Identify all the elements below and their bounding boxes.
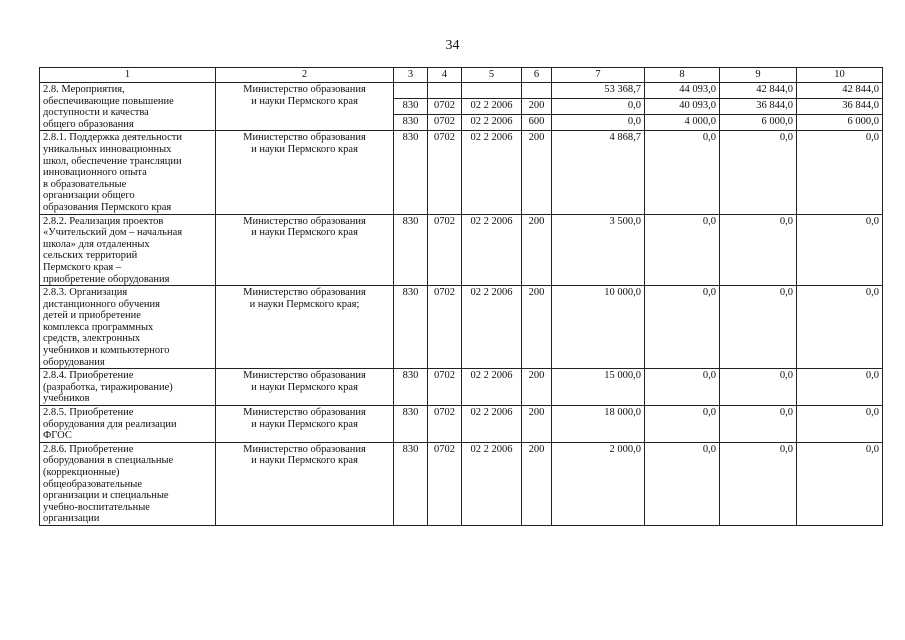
measure-description: 2.8.3. Организация дистанционного обучения детей и приобретение комплекса программных средств, электронных учебников и компьютерного оборудования <box>40 286 216 369</box>
expense-type-cell: 200 <box>522 286 552 369</box>
admin-code-cell: 830 <box>394 442 428 525</box>
section-code-cell: 0702 <box>428 99 462 115</box>
target-code-cell: 02 2 2006 <box>462 369 522 406</box>
header-cell: 5 <box>462 68 522 83</box>
header-cell: 2 <box>216 68 394 83</box>
section-code-cell: 0702 <box>428 442 462 525</box>
amount-cell: 0,0 <box>797 214 883 286</box>
admin-code-cell: 830 <box>394 214 428 286</box>
agency-cell: Министерство образования и науки Пермского края <box>216 369 394 406</box>
agency-cell: Министерство образования и науки Пермского края <box>216 131 394 214</box>
admin-code-cell <box>394 83 428 99</box>
section-code-cell: 0702 <box>428 286 462 369</box>
agency-cell: Министерство образования и науки Пермского края <box>216 406 394 443</box>
amount-cell: 36 844,0 <box>720 99 797 115</box>
amount-cell: 0,0 <box>797 286 883 369</box>
amount-cell: 0,0 <box>720 214 797 286</box>
amount-cell: 0,0 <box>797 406 883 443</box>
amount-cell: 0,0 <box>720 286 797 369</box>
admin-code-cell: 830 <box>394 99 428 115</box>
expense-type-cell: 200 <box>522 442 552 525</box>
header-cell: 10 <box>797 68 883 83</box>
header-cell: 1 <box>40 68 216 83</box>
measure-description: 2.8.2. Реализация проектов «Учительский дом – начальная школа» для отдаленных сельских территорий Пермского края – приобретение оборудования <box>40 214 216 286</box>
group-total-row <box>40 83 883 99</box>
measure-description: 2.8.1. Поддержка деятельности уникальных инновационных школ, обеспечение трансляции инновационного опыта в образовательные организации общего образования Пермского края <box>40 131 216 214</box>
amount-cell: 6 000,0 <box>720 115 797 131</box>
agency-cell: Министерство образования и науки Пермского края; <box>216 286 394 369</box>
section-code-cell <box>428 83 462 99</box>
admin-code-cell: 830 <box>394 406 428 443</box>
header-cell: 3 <box>394 68 428 83</box>
table-row <box>40 369 883 406</box>
header-cell: 6 <box>522 68 552 83</box>
amount-cell: 0,0 <box>720 131 797 214</box>
section-code-cell: 0702 <box>428 406 462 443</box>
admin-code-cell: 830 <box>394 131 428 214</box>
measure-description: 2.8. Мероприятия, обеспечивающие повышение доступности и качества общего образования <box>40 83 216 131</box>
header-cell: 9 <box>720 68 797 83</box>
amount-cell: 0,0 <box>645 286 720 369</box>
amount-cell: 0,0 <box>645 442 720 525</box>
admin-code-cell: 830 <box>394 286 428 369</box>
budget-table <box>39 67 883 526</box>
expense-type-cell <box>522 83 552 99</box>
header-row <box>40 68 883 83</box>
amount-cell: 0,0 <box>645 369 720 406</box>
expense-type-cell: 200 <box>522 131 552 214</box>
amount-cell: 42 844,0 <box>720 83 797 99</box>
expense-type-cell: 200 <box>522 406 552 443</box>
amount-cell: 40 093,0 <box>645 99 720 115</box>
table-row <box>40 286 883 369</box>
amount-cell: 0,0 <box>797 442 883 525</box>
amount-cell: 44 093,0 <box>645 83 720 99</box>
section-code-cell: 0702 <box>428 115 462 131</box>
amount-cell: 53 368,7 <box>552 83 645 99</box>
amount-cell: 4 868,7 <box>552 131 645 214</box>
header-cell: 8 <box>645 68 720 83</box>
expense-type-cell: 200 <box>522 214 552 286</box>
amount-cell: 10 000,0 <box>552 286 645 369</box>
amount-cell: 0,0 <box>797 369 883 406</box>
amount-cell: 6 000,0 <box>797 115 883 131</box>
target-code-cell: 02 2 2006 <box>462 214 522 286</box>
amount-cell: 0,0 <box>720 406 797 443</box>
section-code-cell: 0702 <box>428 214 462 286</box>
target-code-cell <box>462 83 522 99</box>
table-row <box>40 131 883 214</box>
expense-type-cell: 600 <box>522 115 552 131</box>
header-cell: 4 <box>428 68 462 83</box>
amount-cell: 0,0 <box>720 369 797 406</box>
target-code-cell: 02 2 2006 <box>462 99 522 115</box>
amount-cell: 0,0 <box>552 115 645 131</box>
amount-cell: 4 000,0 <box>645 115 720 131</box>
expense-type-cell: 200 <box>522 99 552 115</box>
amount-cell: 2 000,0 <box>552 442 645 525</box>
page-number: 34 <box>445 38 460 53</box>
admin-code-cell: 830 <box>394 115 428 131</box>
amount-cell: 3 500,0 <box>552 214 645 286</box>
target-code-cell: 02 2 2006 <box>462 131 522 214</box>
target-code-cell: 02 2 2006 <box>462 442 522 525</box>
target-code-cell: 02 2 2006 <box>462 406 522 443</box>
amount-cell: 36 844,0 <box>797 99 883 115</box>
measure-description: 2.8.6. Приобретение оборудования в специальные (коррекционные) общеобразовательные организации и специальные учебно-воспитательные организации <box>40 442 216 525</box>
measure-description: 2.8.5. Приобретение оборудования для реализации ФГОС <box>40 406 216 443</box>
table-row <box>40 442 883 525</box>
agency-cell: Министерство образования и науки Пермского края <box>216 83 394 131</box>
section-code-cell: 0702 <box>428 369 462 406</box>
agency-cell: Министерство образования и науки Пермского края <box>216 214 394 286</box>
target-code-cell: 02 2 2006 <box>462 286 522 369</box>
amount-cell: 0,0 <box>797 131 883 214</box>
agency-cell: Министерство образования и науки Пермского края <box>216 442 394 525</box>
section-code-cell: 0702 <box>428 131 462 214</box>
amount-cell: 42 844,0 <box>797 83 883 99</box>
expense-type-cell: 200 <box>522 369 552 406</box>
amount-cell: 0,0 <box>645 406 720 443</box>
amount-cell: 0,0 <box>720 442 797 525</box>
header-cell: 7 <box>552 68 645 83</box>
admin-code-cell: 830 <box>394 369 428 406</box>
amount-cell: 0,0 <box>645 131 720 214</box>
table-row <box>40 214 883 286</box>
amount-cell: 0,0 <box>552 99 645 115</box>
amount-cell: 18 000,0 <box>552 406 645 443</box>
amount-cell: 0,0 <box>645 214 720 286</box>
target-code-cell: 02 2 2006 <box>462 115 522 131</box>
table-row <box>40 406 883 443</box>
amount-cell: 15 000,0 <box>552 369 645 406</box>
measure-description: 2.8.4. Приобретение (разработка, тиражирование) учебников <box>40 369 216 406</box>
